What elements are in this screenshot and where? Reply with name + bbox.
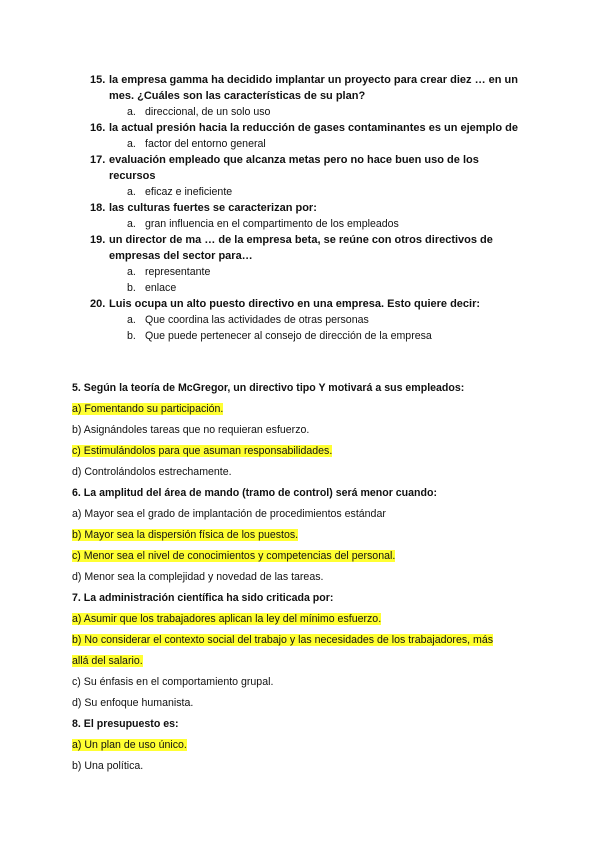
- question-text: la actual presión hacia la reducción de gases contaminantes es un ejemplo de: [109, 122, 518, 134]
- question-text: un director de ma … de la empresa beta, se reúne con otros directivos de: [109, 234, 493, 246]
- answered-question-list: [72, 378, 532, 777]
- option-letter: a.: [127, 106, 136, 118]
- option-letter: a.: [127, 138, 136, 150]
- option-text: Que puede pertenecer al consejo de dirección de la empresa: [145, 330, 432, 342]
- text: d) Menor sea la complejidad y novedad de las tareas.: [72, 571, 324, 583]
- option-text: representante: [145, 266, 211, 278]
- highlighted-answer-text: a) Fomentando su participación.: [72, 403, 224, 415]
- answer-option: [72, 462, 532, 483]
- text: d) Controlándolos estrechamente.: [72, 466, 232, 478]
- question-heading: [72, 378, 532, 399]
- answer-option: [72, 756, 532, 777]
- question-heading: [90, 232, 550, 248]
- answer-option: [90, 280, 550, 296]
- question-heading: [90, 120, 550, 136]
- option-text: factor del entorno general: [145, 138, 266, 150]
- question-heading: [90, 72, 550, 88]
- question-heading-continued: [90, 168, 550, 184]
- highlighted-answer-text: a) Asumir que los trabajadores aplican la ley del mínimo esfuerzo.: [72, 613, 382, 625]
- answer-option: [72, 546, 532, 567]
- question-number: 19.: [90, 234, 106, 246]
- option-text: gran influencia en el compartimento de los empleados: [145, 218, 399, 230]
- answer-option: [90, 184, 550, 200]
- question-heading: [90, 200, 550, 216]
- question-text: mes. ¿Cuáles son las características de su plan?: [109, 90, 366, 102]
- question-text: empresas del sector para…: [109, 250, 253, 262]
- option-text: enlace: [145, 282, 177, 294]
- text: c) Su énfasis en el comportamiento grupal.: [72, 676, 274, 688]
- question-number: 15.: [90, 74, 106, 86]
- answer-option: [90, 216, 550, 232]
- question-heading-continued: [90, 88, 550, 104]
- question-heading: [72, 483, 532, 504]
- answer-option: [72, 525, 532, 546]
- question-number-spacer: [90, 88, 109, 104]
- question-number-spacer: [90, 248, 109, 264]
- question-heading: [90, 152, 550, 168]
- question-text: evaluación empleado que alcanza metas pero no hace buen uso de los: [109, 154, 479, 166]
- option-text: Que coordina las actividades de otras personas: [145, 314, 369, 326]
- answer-option: [90, 312, 550, 328]
- highlighted-answer-text: c) Estimulándolos para que asuman responsabilidades.: [72, 445, 333, 457]
- answer-option: [90, 136, 550, 152]
- option-letter: a.: [127, 314, 136, 326]
- option-letter: b.: [127, 330, 136, 342]
- numbered-question-list: [90, 72, 550, 344]
- answer-option: [72, 651, 532, 672]
- highlighted-answer-text: allá del salario.: [72, 655, 143, 667]
- highlighted-answer-text: c) Menor sea el nivel de conocimientos y competencias del personal.: [72, 550, 396, 562]
- answer-option: [72, 735, 532, 756]
- text: 5. Según la teoría de McGregor, un directivo tipo Y motivará a sus empleados:: [72, 382, 465, 394]
- answer-option: [72, 609, 532, 630]
- answer-option: [90, 104, 550, 120]
- question-heading: [72, 588, 532, 609]
- question-text: las culturas fuertes se caracterizan por:: [109, 202, 317, 214]
- text: b) Asignándoles tareas que no requieran esfuerzo.: [72, 424, 310, 436]
- option-letter: a.: [127, 266, 136, 278]
- text: a) Mayor sea el grado de implantación de procedimientos estándar: [72, 508, 386, 520]
- answer-option: [72, 399, 532, 420]
- question-number: 20.: [90, 298, 106, 310]
- option-letter: a.: [127, 186, 136, 198]
- question-number: 18.: [90, 202, 106, 214]
- text: d) Su enfoque humanista.: [72, 697, 194, 709]
- highlighted-answer-text: b) Mayor sea la dispersión física de los puestos.: [72, 529, 299, 541]
- answer-option: [72, 693, 532, 714]
- question-text: recursos: [109, 170, 156, 182]
- answer-option: [72, 441, 532, 462]
- answer-option: [72, 672, 532, 693]
- option-text: direccional, de un solo uso: [145, 106, 271, 118]
- question-number: 16.: [90, 122, 106, 134]
- answer-option: [72, 567, 532, 588]
- question-heading: [90, 296, 550, 312]
- option-text: eficaz e ineficiente: [145, 186, 233, 198]
- question-number: 17.: [90, 154, 106, 166]
- option-letter: b.: [127, 282, 136, 294]
- question-heading: [72, 714, 532, 735]
- option-letter: a.: [127, 218, 136, 230]
- question-number-spacer: [90, 168, 109, 184]
- question-text: Luis ocupa un alto puesto directivo en una empresa. Esto quiere decir:: [109, 298, 481, 310]
- text: 8. El presupuesto es:: [72, 718, 179, 730]
- highlighted-answer-text: a) Un plan de uso único.: [72, 739, 187, 751]
- answer-option: [90, 264, 550, 280]
- question-heading-continued: [90, 248, 550, 264]
- text: 7. La administración científica ha sido criticada por:: [72, 592, 334, 604]
- question-text: la empresa gamma ha decidido implantar un proyecto para crear diez … en un: [109, 74, 518, 86]
- highlighted-answer-text: b) No considerar el contexto social del trabajo y las necesidades de los trabajadores, más: [72, 634, 494, 646]
- answer-option: [72, 630, 532, 651]
- answer-option: [90, 328, 550, 344]
- text: b) Una política.: [72, 760, 144, 772]
- answer-option: [72, 504, 532, 525]
- answer-option: [72, 420, 532, 441]
- text: 6. La amplitud del área de mando (tramo de control) será menor cuando:: [72, 487, 437, 499]
